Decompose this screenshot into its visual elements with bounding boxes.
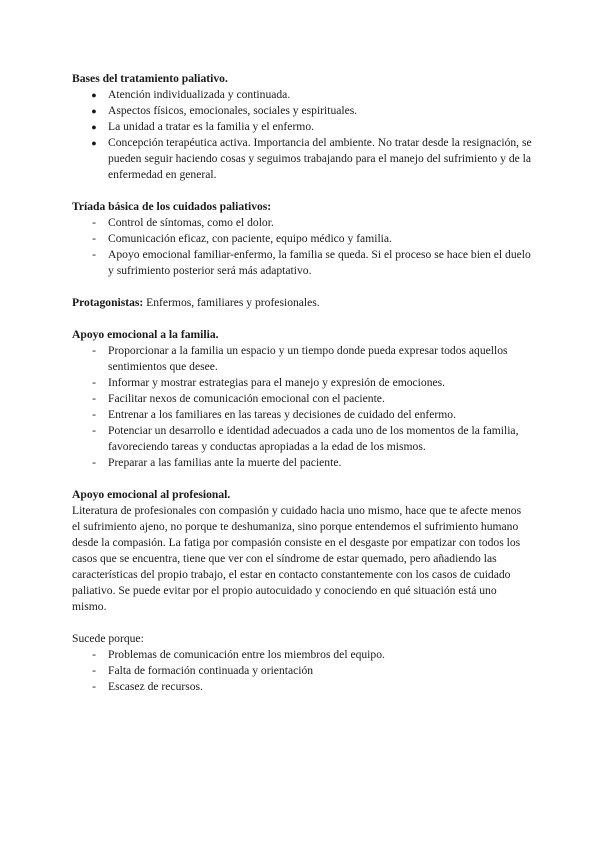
spacer (72, 183, 532, 199)
dash-icon: - (92, 344, 96, 357)
list-item-text: Control de síntomas, como el dolor. (108, 216, 274, 229)
sucede-porque-intro: Sucede porque: (72, 632, 144, 645)
list-item-text: Problemas de comunicación entre los miembros del equipo. (108, 648, 385, 661)
spacer (72, 471, 532, 487)
dash-icon: - (92, 216, 96, 229)
list-item-text: La unidad a tratar es la familia y el enfermo. (108, 120, 315, 133)
list-item-text: Apoyo emocional familiar-enfermo, la familia se queda. Si el proceso se hace bien el duelo y sufrimiento posterior será más adaptativo. (108, 248, 531, 277)
heading-triada-basica: Tríada básica de los cuidados paliativos: (72, 200, 272, 213)
dash-icon: - (92, 392, 96, 405)
spacer (72, 311, 532, 327)
dash-icon: - (92, 232, 96, 245)
dash-icon: - (92, 376, 96, 389)
dash-icon: - (92, 424, 96, 437)
list-item-text: Comunicación eficaz, con paciente, equipo médico y familia. (108, 232, 392, 245)
list-item-text: Falta de formación continuada y orientación (108, 664, 314, 677)
list-item (72, 455, 532, 471)
list-item-text: Potenciar un desarrollo e identidad adecuados a cada uno de los momentos de la familia, favoreciendo tareas y conductas apropiadas a la edad de los mismos. (108, 424, 519, 453)
list-item (72, 103, 532, 119)
list-item-text: Entrenar a los familiares en las tareas y decisiones de cuidado del enfermo. (108, 408, 456, 421)
list-item (72, 679, 532, 695)
list-item (72, 343, 532, 375)
list-item (72, 87, 532, 103)
dash-icon: - (92, 680, 96, 693)
list-item-text: Informar y mostrar estrategias para el manejo y expresión de emociones. (108, 376, 446, 389)
list-item (72, 135, 532, 183)
list-item (72, 247, 532, 279)
dash-icon: - (92, 408, 96, 421)
list-item-text: Proporcionar a la familia un espacio y un tiempo donde pueda expresar todos aquellos sentimientos que desee. (108, 344, 508, 373)
dash-icon: - (92, 648, 96, 661)
heading-apoyo-profesional: Apoyo emocional al profesional. (72, 488, 231, 501)
protagonistas-line (72, 295, 532, 311)
list-item (72, 407, 532, 423)
list-item (72, 119, 532, 135)
heading-bases-tratamiento: Bases del tratamiento paliativo. (72, 72, 228, 85)
list-item (72, 423, 532, 455)
list-item-text: Preparar a las familias ante la muerte del paciente. (108, 456, 342, 469)
apoyo-familia-list (72, 343, 532, 471)
apoyo-profesional-paragraph: Literatura de profesionales con compasión y cuidado hacia uno mismo, hace que te afecte menos el sufrimiento ajeno, no porque te deshumaniza, sino porque entendemos el sufrimiento humano desde la compasión. La fatiga por compasión consiste en el desgaste por empatizar con todos los casos que se encuentra, tiene que ver con el síndrome de estar quemado, pero añadiendo las características del propio trabajo, el estar en contacto constantemente con los casos de cuidado paliativo. Se puede evitar por el propio autocuidado y conociendo en qué situación está uno mismo. (72, 504, 522, 613)
bullet-icon: ● (91, 138, 97, 148)
list-item (72, 647, 532, 663)
bullet-icon: ● (91, 106, 97, 116)
heading-apoyo-familia: Apoyo emocional a la familia. (72, 328, 219, 341)
dash-icon: - (92, 664, 96, 677)
bases-list (72, 87, 532, 183)
dash-icon: - (92, 456, 96, 469)
protagonistas-text: Enfermos, familiares y profesionales. (143, 296, 320, 309)
protagonistas-label: Protagonistas: (72, 296, 144, 309)
list-item-text: Facilitar nexos de comunicación emocional con el paciente. (108, 392, 385, 405)
list-item-text: Escasez de recursos. (108, 680, 203, 693)
list-item (72, 231, 532, 247)
list-item-text: Concepción terapéutica activa. Importancia del ambiente. No tratar desde la resignación, se pueden seguir haciendo cosas y seguimos trabajando para el manejo del sufrimiento y de la enfermedad en general. (108, 136, 532, 181)
list-item-text: Atención individualizada y continuada. (108, 88, 291, 101)
list-item (72, 215, 532, 231)
spacer (72, 615, 532, 631)
sucede-porque-list (72, 647, 532, 695)
list-item (72, 391, 532, 407)
document-content (72, 71, 532, 695)
list-item-text: Aspectos físicos, emocionales, sociales y espirituales. (108, 104, 358, 117)
list-item (72, 375, 532, 391)
triada-list (72, 215, 532, 279)
spacer (72, 279, 532, 295)
list-item (72, 663, 532, 679)
bullet-icon: ● (91, 90, 97, 100)
dash-icon: - (92, 248, 96, 261)
bullet-icon: ● (91, 122, 97, 132)
